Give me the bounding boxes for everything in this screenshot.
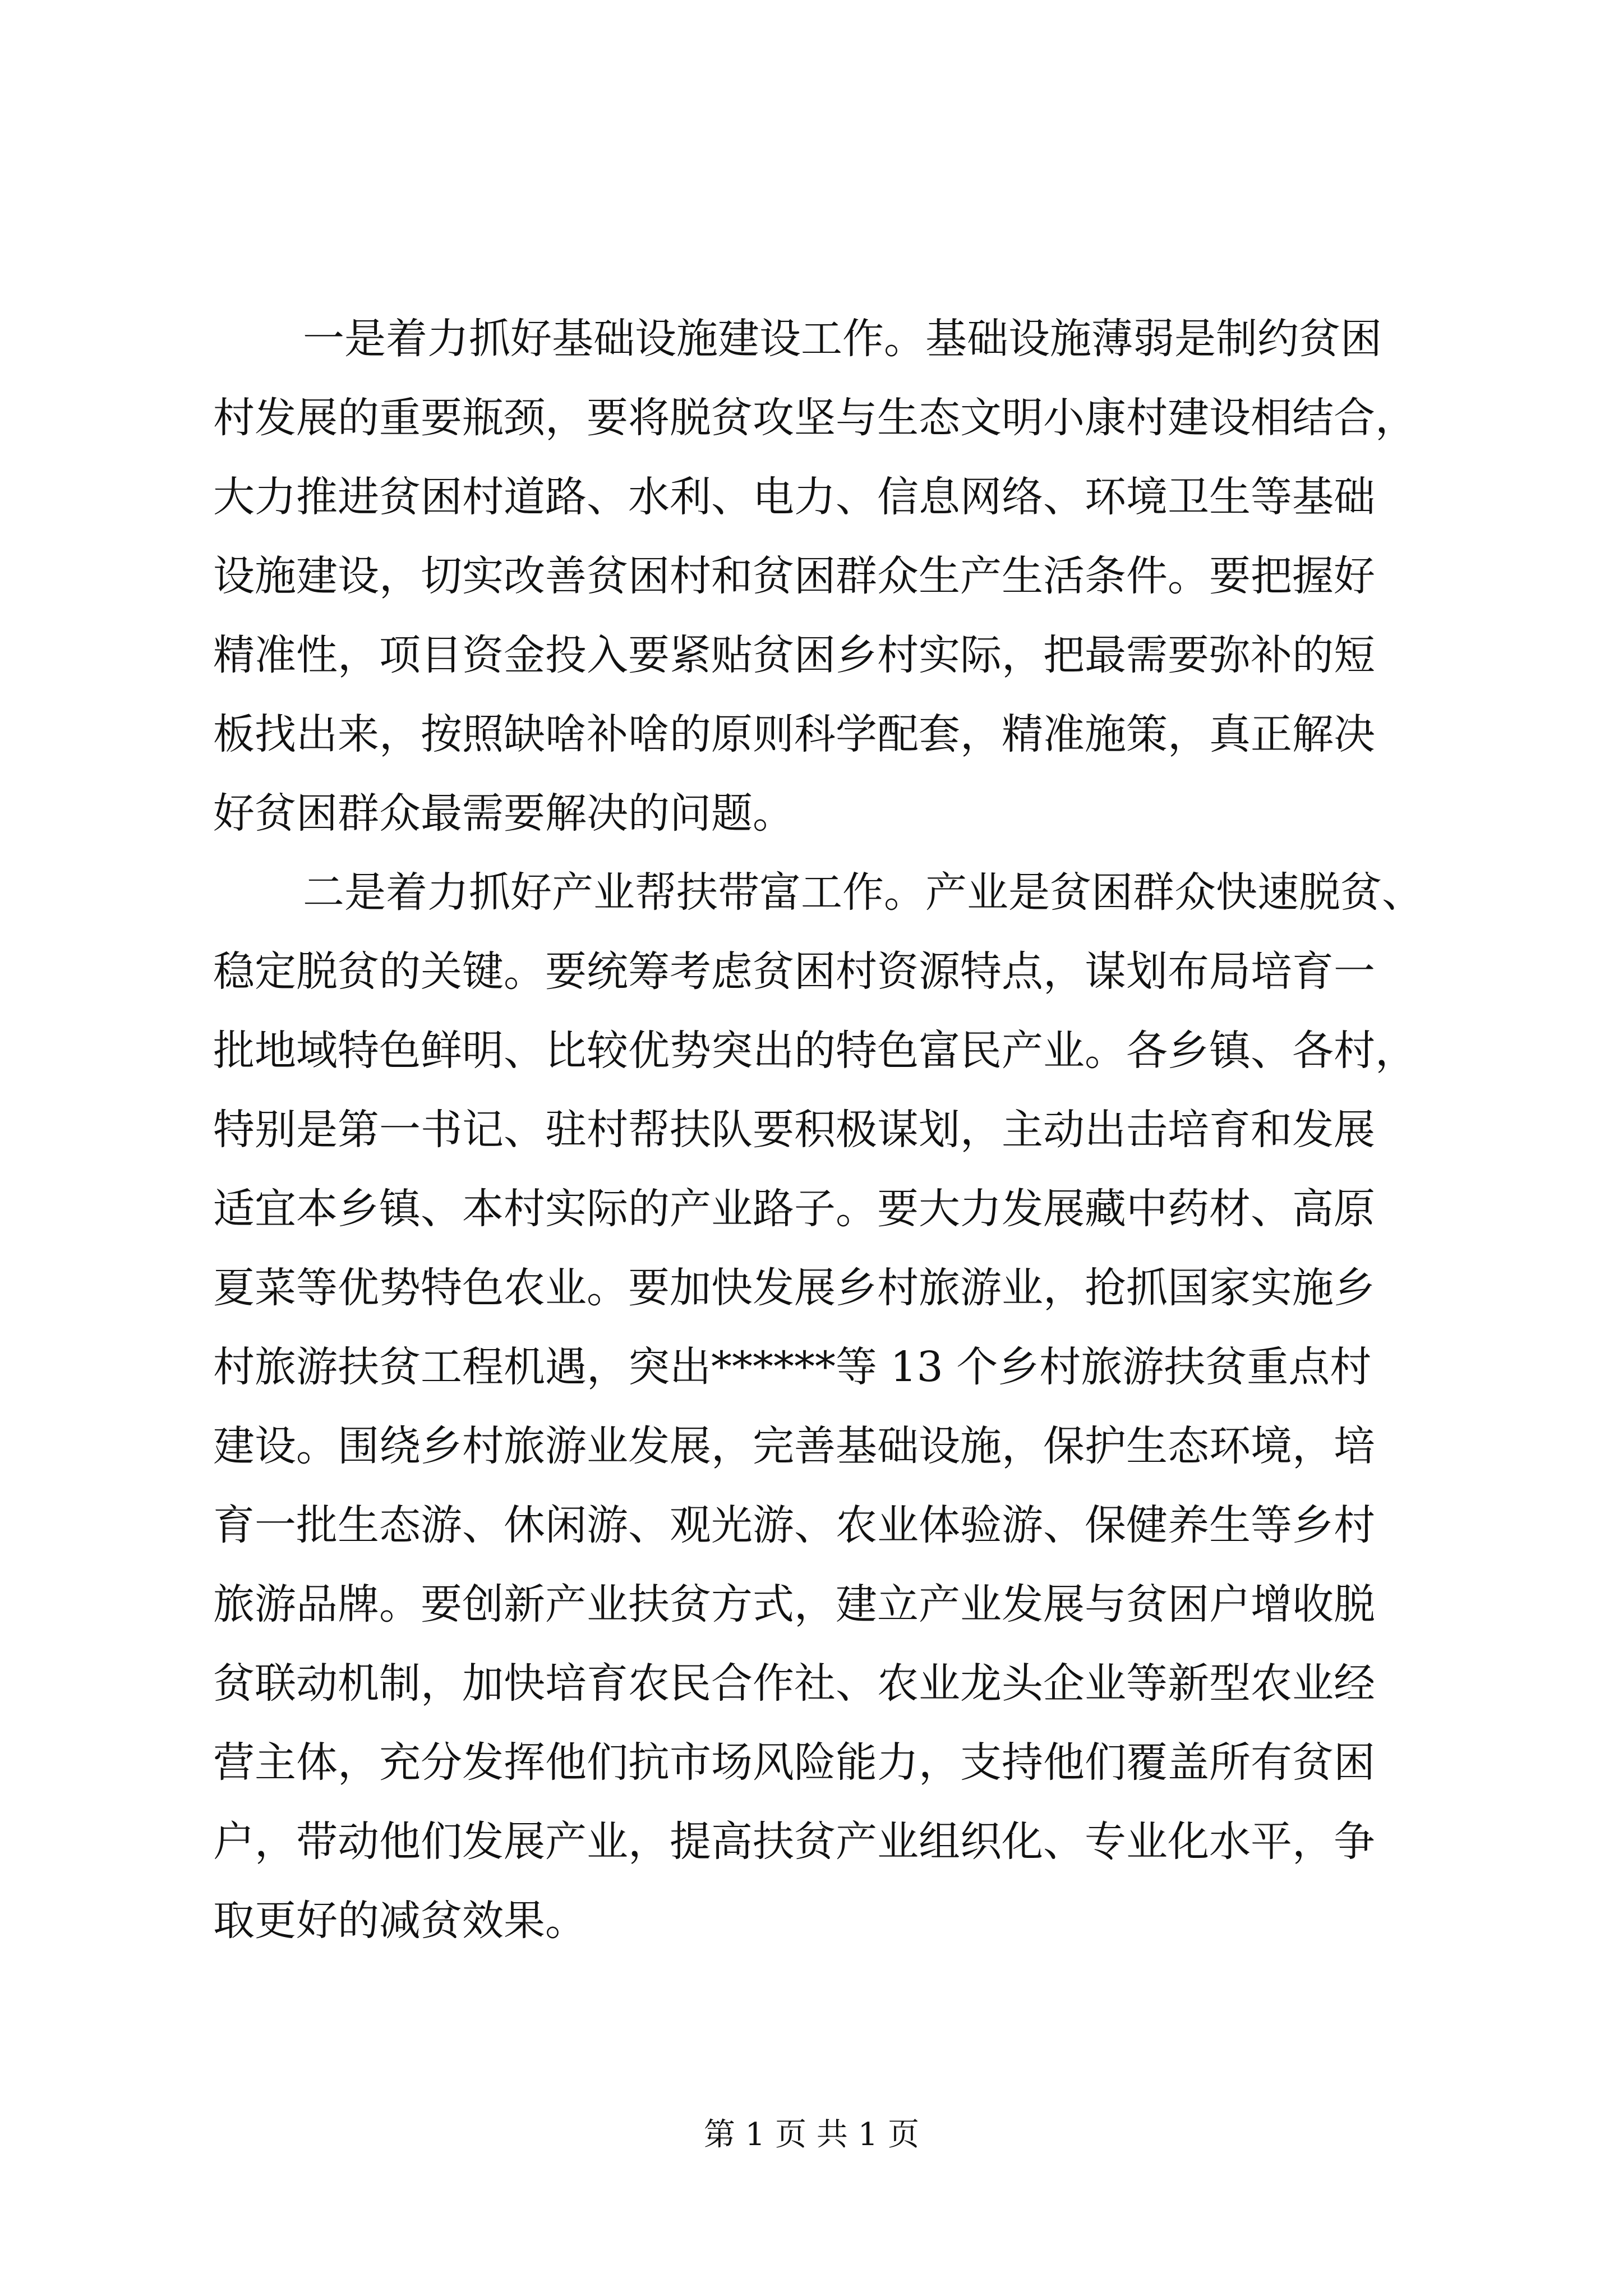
paragraph-2-line-10: 旅游品牌。要创新产业扶贫方式，建立产业发展与贫困户增收脱 (213, 1580, 1375, 1628)
paragraph-2-line-13: 户，带动他们发展产业，提高扶贫产业组织化、专业化水平，争 (213, 1818, 1375, 1866)
paragraph-2-line-14: 取更好的减贫效果。 (213, 1897, 587, 1945)
paragraph-1-line-3: 大力推进贫困村道路、水利、电力、信息网络、环境卫生等基础 (213, 473, 1375, 521)
paragraph-2-line-1: 二是着力抓好产业帮扶带富工作。产业是贫困群众快速脱贫、 (303, 868, 1423, 917)
paragraph-2-line-12: 营主体，充分发挥他们抗市场风险能力，支持他们覆盖所有贫困 (213, 1738, 1375, 1787)
paragraph-2-line-9: 育一批生态游、休闲游、观光游、农业体验游、保健养生等乡村 (213, 1501, 1375, 1549)
paragraph-1-line-4: 设施建设，切实改善贫困村和贫困群众生产生活条件。要把握好 (213, 552, 1375, 600)
paragraph-2-line-5: 适宜本乡镇、本村实际的产业路子。要大力发展藏中药材、高原 (213, 1185, 1375, 1233)
paragraph-2-line-7: 村旅游扶贫工程机遇，突出******等 13 个乡村旅游扶贫重点村 (213, 1343, 1372, 1391)
paragraph-1-line-1: 一是着力抓好基础设施建设工作。基础设施薄弱是制约贫困 (303, 315, 1382, 363)
paragraph-1-line-5: 精准性，项目资金投入要紧贴贫困乡村实际，把最需要弥补的短 (213, 631, 1375, 679)
paragraph-1-line-7: 好贫困群众最需要解决的问题。 (213, 789, 794, 838)
paragraph-2-line-11: 贫联动机制，加快培育农民合作社、农业龙头企业等新型农业经 (213, 1659, 1375, 1708)
paragraph-2-line-2: 稳定脱贫的关键。要统筹考虑贫困村资源特点，谋划布局培育一 (213, 947, 1375, 996)
paragraph-1-line-6: 板找出来，按照缺啥补啥的原则科学配套，精准施策，真正解决 (213, 710, 1375, 758)
paragraph-2-line-8: 建设。围绕乡村旅游业发展，完善基础设施，保护生态环境，培 (213, 1422, 1375, 1470)
paragraph-2-line-6: 夏菜等优势特色农业。要加快发展乡村旅游业，抢抓国家实施乡 (213, 1264, 1375, 1312)
paragraph-1-line-2: 村发展的重要瓶颈，要将脱贫攻坚与生态文明小康村建设相结合， (213, 394, 1417, 442)
paragraph-2-line-4: 特别是第一书记、驻村帮扶队要积极谋划，主动出击培育和发展 (213, 1106, 1375, 1154)
paragraph-2-line-3: 批地域特色鲜明、比较优势突出的特色富民产业。各乡镇、各村， (213, 1027, 1417, 1075)
page-footer: 第 1 页 共 1 页 (703, 2116, 920, 2153)
